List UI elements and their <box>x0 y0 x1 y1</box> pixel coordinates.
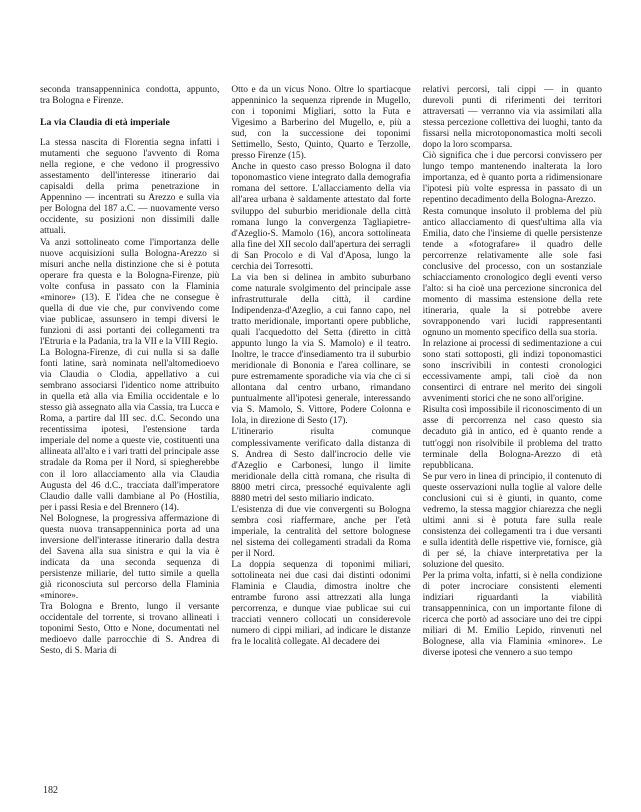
paragraph: L'itinerario risulta comunque complessivamente verificato dalla distanza di S. Andrea di Sesto dall'incrocio delle vie d'Azeglio e Carbonesi, lungo il limite meridionale della città romana, che risulta di 8800 metri circa, pressoché equivalente agli 8880 metri del sesto miliario indicato. <box>231 427 411 504</box>
column-middle <box>231 85 410 765</box>
paragraph: La via ben si delinea in ambito suburbano come naturale svolgimento del principale asse infrastrutturale della città, il cardine Indipendenza-d'Azeglio, a cui fanno capo, nel tratto meridionale, importanti opere pubbliche, quali l'acquedotto del Setta (diretto in città appunto lungo la via S. Mamolo) e il teatro. Inoltre, le tracce d'insediamento tra il suburbio meridionale di Bononia e l'area collinare, se pure estremamente sporadiche via via che ci si allontana dal centro urbano, rimandano puntualmente all'ipotesi generale, interessando via S. Mamolo, S. Vittore, Podere Colonna e Iola, in direzione di Sesto (17). <box>231 272 411 427</box>
paragraph: Tra Bologna e Brento, lungo il versante occidentale del torrente, si trovano allineati i toponimi Sesto, Otto e None, documentati nel medioevo dalle parrocchie di S. Andrea di Sesto, di S. Maria di <box>40 602 220 657</box>
paragraph: Va anzi sottolineato come l'importanza delle nuove acquisizioni sulla Bologna-Arezzo si misuri anche nella distinzione che si è potuta operare fra questa e la Bologna-Firenze, più volte confusa in passato con la Flaminia «minore» (13). E l'idea che ne consegue è quella di due vie che, pur convivendo come viae publicae, assunsero in tempi diversi le funzioni di assi portanti dei collegamenti tra l'Etruria e la Padania, tra la VII e la VIII Regio. <box>40 237 220 347</box>
paragraph: relativi percorsi, tali cippi — in quanto durevoli punti di riferimenti dei territori attraversati — verranno via via assimilati alla stessa percezione collettiva dei luoghi, tanto da fissarsi nella microtoponomastica molti secoli dopo la loro scomparsa. <box>422 85 602 151</box>
section-heading: La via Claudia di età imperiale <box>40 117 170 129</box>
paragraph: Per la prima volta, infatti, si è nella condizione di poter incrociare consistenti elementi indiziari riguardanti la viabilità transappenninica, con un importante filone di ricerca che portò ad associare uno dei tre cippi miliari di M. Emilio Lepido, rinvenuti nel Bolognese, alla via Flaminia «minore». Le diverse ipotesi che vennero a suo tempo <box>422 571 602 659</box>
paragraph: La doppia sequenza di toponimi miliari, sottolineata nei due casi dai distinti odonimi Flaminia e Claudia, dimostra inoltre che entrambe furono assi attrezzati alla lunga percorrenza, e dunque viae publicae sui cui tracciati vennero collocati un considerevole numero di cippi miliari, ad indicare le distanze fra le località collegate. Al decadere dei <box>231 560 411 648</box>
paragraph: L'esistenza di due vie convergenti su Bologna sembra così riaffermare, anche per l'età imperiale, la centralità del settore bolognese nel sistema dei collegamenti stradali da Roma per il Nord. <box>231 504 411 559</box>
paragraph: Nel Bolognese, la progressiva affermazione di questa nuova transappenninica porta ad una inversione dell'interasse itinerario dalla destra del Savena alla sua sinistra e qui la via è indicata da una seconda sequenza di persistenze miliarie, del tutto simile a quella già riconosciuta sul percorso della Flaminia «minore». <box>40 513 220 602</box>
paragraph: La Bologna-Firenze, di cui nulla si sa dalle fonti latine, sarà nominata nell'altomedioevo via Claudia o Clodia, appellativo a cui sembrano associarsi l'identico nome attribuito in quella età alla via Emilia occidentale e lo stesso già assegnato alla via Cassia, tra Lucca e Roma, a partire dal III sec. d.C. Secondo una recentissima ipotesi, l'estensione tarda imperiale del nome a queste vie, costituenti una allineata all'alto e i vari tratti del principale asse stradale da Roma per il Nord, si spiegherebbe con il loro allacciamento alla via Claudia Augusta del 46 d.C., tracciata dall'imperatore Claudio dalle valli dambiane al Po (Hostilia, per i passi Resia e del Brennero (14). <box>40 347 220 513</box>
paragraph: Resta comunque insoluto il problema del più antico allacciamento di quest'ultima alla via Emilia, dato che l'insieme di quelle persistenze tende a «fotografare» il quadro delle percorrenze relativamente alle sole fasi conclusive del processo, con un sostanziale schiacciamento cronologico degli eventi verso l'alto: si ha cioè una percezione sincronica del momento di massima estensione della rete itineraria, quale la si potrebbe avere sovrapponendo vari lucidi rappresentanti ognuno un momento specifico della sua storia. <box>422 206 602 339</box>
paragraph: Anche in questo caso presso Bologna il dato toponomastico viene integrato dalla demografia romana del settore. L'allacciamento della via all'area urbana è saldamente attestato dal forte sviluppo del suburbio meridionale della città romana lungo la convergenza Tagliapietre-d'Azeglio-S. Mamolo (16), ancora sottolineata alla fine del XII secolo dall'apertura dei serragli di San Procolo e di Val d'Aposa, lungo la cerchia dei Torresotti. <box>231 162 411 272</box>
paragraph: Risulta così impossibile il riconoscimento di un asse di percorrenza nel caso questo sia decaduto già in antico, ed è quanto rende a tutt'oggi non risolvibile il problema del tratto terminale della Bologna-Arezzo di età repubblicana. <box>422 405 602 471</box>
paragraph: Se pur vero in linea di principio, il contenuto di queste osservazioni nulla toglie al valore delle conclusioni cui si è giunti, in quanto, come vedremo, la stessa maggior chiarezza che negli ultimi anni si è potuta fare sulla reale consistenza dei collegamenti tra i due versanti e sulla identità delle rispettive vie, fornisce, già di per sé, la chiave interpretativa per la soluzione del quesito. <box>422 471 602 571</box>
paragraph: In relazione ai processi di sedimentazione a cui sono stati sottoposti, gli indizi toponomastici sono inscrivibili in contesti cronologici eccessivamente ampi, tali cioè da non consentirci di entrare nel merito dei singoli avvenimenti storici che ne sono all'origine. <box>422 339 602 405</box>
paragraph: La stessa nascita di Florentia segna infatti i mutamenti che seguono l'avvento di Roma nella regione, e che vedono il progressivo assestamento dell'interesse itinerario dai capisaldi della prima penetrazione in Appennino — incentrati su Arezzo e sulla via per Bologna del 187 a.C. — nuovamente verso occidente, su posizioni non dissimili dalle attuali. <box>40 138 220 237</box>
page-number: 182 <box>43 785 58 796</box>
paragraph: seconda transappenninica condotta, appunto, tra Bologna e Firenze. <box>40 85 220 107</box>
paragraph: Ciò significa che i due percorsi convissero per lungo tempo mantenendo inalterata la loro importanza, ed è quanto porta a ridimensionare l'ipotesi più volte espressa in passato di un repentino decadimento della Bologna-Arezzo. <box>422 151 602 206</box>
text-columns <box>40 85 602 765</box>
column-right <box>423 85 602 765</box>
column-left <box>40 85 219 765</box>
paragraph: Otto e da un vicus Nono. Oltre lo spartiacque appenninico la sequenza riprende in Mugello, con i toponimi Migliari, sotto la Futa e Vigesimo a Barberino del Mugello, e, più a sud, con la successione dei toponimi Settimello, Sesto, Quinto, Quarto e Terzolle, presso Firenze (15). <box>231 85 411 162</box>
